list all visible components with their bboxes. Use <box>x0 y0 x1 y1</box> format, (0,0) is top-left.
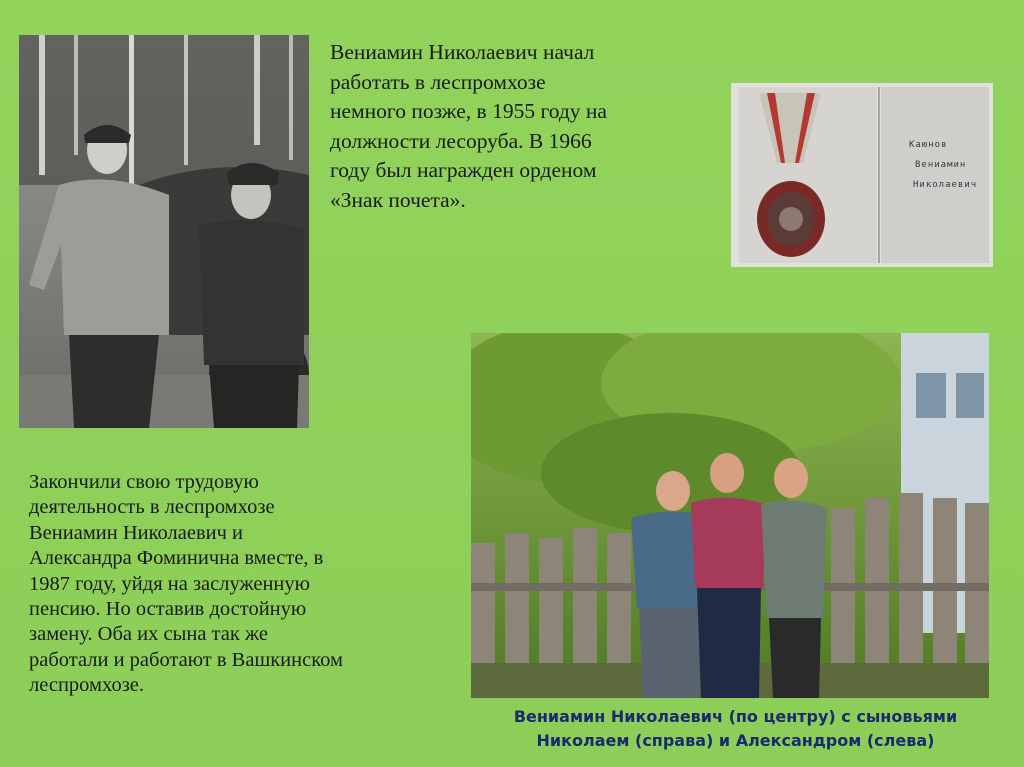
certificate-name: Вениамин <box>915 160 967 170</box>
photo-caption <box>458 705 1013 752</box>
caption-line-2: Николаем (справа) и Александром (слева) <box>536 730 935 750</box>
certificate-patronymic: Николаевич <box>913 180 978 190</box>
certificate-surname: Каюнов <box>909 140 948 150</box>
retirement-paragraph: Закончили свою трудовую деятельность в леспромхозе Вениамин Николаевич и Александра Фоминична вместе, в 1987 году, уйдя на заслуженную пенсию. Но оставив достойную замену. Оба их сына так же работали и работают в Вашкинском леспромхозе. <box>29 471 343 697</box>
photo-medal-certificate <box>731 83 993 267</box>
certificate-text <box>909 135 991 195</box>
caption-line-1: Вениамин Николаевич (по центру) с сыновьями <box>513 707 958 726</box>
photo-three-men-fence <box>471 333 989 698</box>
intro-paragraph: Вениамин Николаевич начал работать в леспромхозе немного позже, в 1955 году на должности лесоруба. В 1966 году был награжден орденом «Знак почета». <box>330 40 607 212</box>
photo-two-men-tractor <box>19 35 309 428</box>
